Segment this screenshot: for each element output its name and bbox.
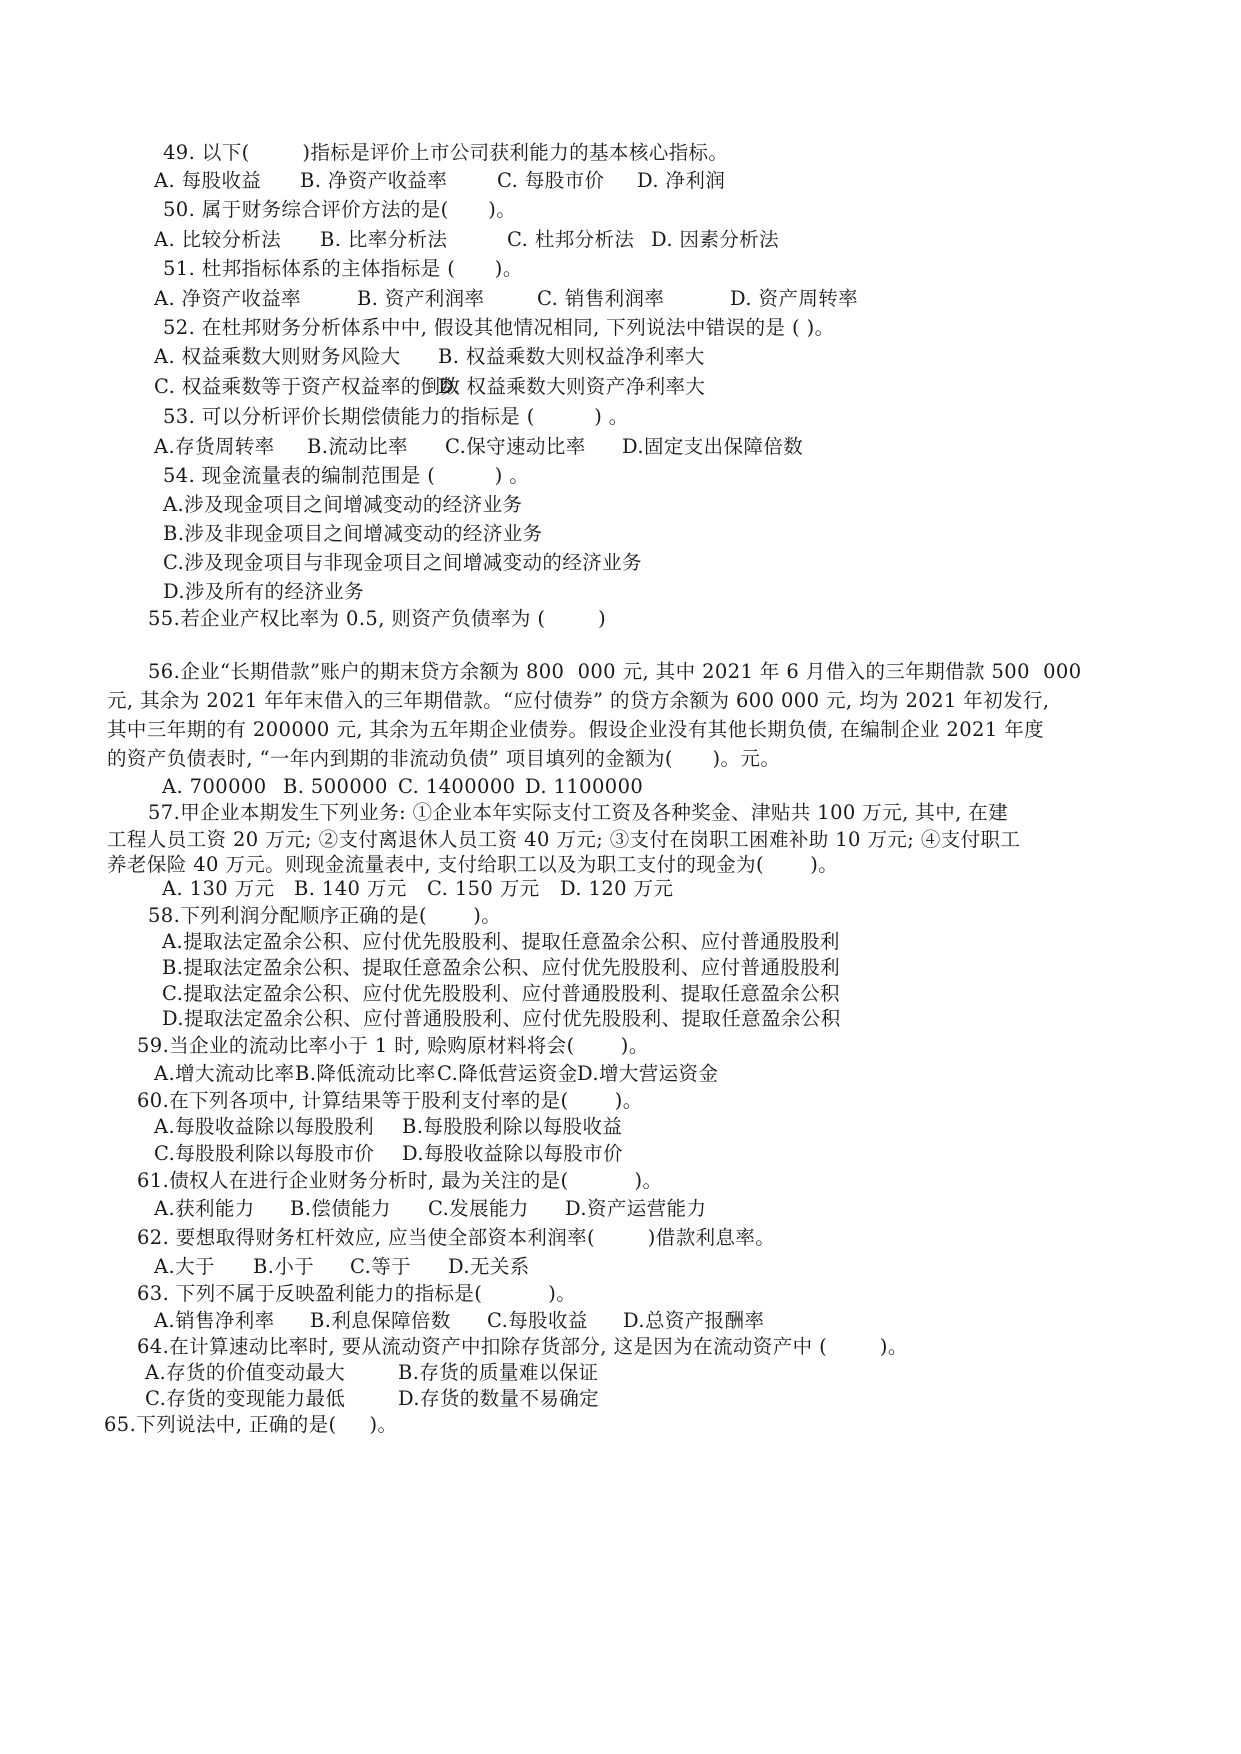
question-63-option-b: B.利息保障倍数 (310, 1309, 451, 1332)
question-60-option-b: B.每股股利除以每股收益 (402, 1115, 623, 1138)
question-51-option-d: D. 资产周转率 (730, 287, 859, 310)
question-62-option-a: A.大于 (154, 1255, 215, 1278)
question-50-stem: 50. 属于财务综合评价方法的是( )。 (163, 198, 517, 221)
question-53-option-c: C.保守速动比率 (445, 435, 586, 458)
question-63-option-d: D.总资产报酬率 (623, 1309, 765, 1332)
question-50-option-a: A. 比较分析法 (154, 228, 282, 251)
question-64-option-c: C.存货的变现能力最低 (145, 1387, 346, 1410)
question-53-option-a: A.存货周转率 (154, 435, 275, 458)
question-61-stem: 61.债权人在进行企业财务分析时, 最为关注的是( )。 (137, 1169, 663, 1192)
question-49-option-b: B. 净资产收益率 (300, 169, 448, 192)
question-52-stem: 52. 在杜邦财务分析体系中中, 假设其他情况相同, 下列说法中错误的是 ( )。 (163, 316, 835, 339)
question-59-stem: 59.当企业的流动比率小于 1 时, 赊购原材料将会( )。 (137, 1034, 649, 1057)
question-57-line-2: 工程人员工资 20 万元; ②支付离退休人员工资 40 万元; ③支付在岗职工困难补助 10 万元; ④支付职工 (107, 828, 1021, 851)
question-61-option-a: A.获利能力 (154, 1197, 255, 1220)
question-51-stem: 51. 杜邦指标体系的主体指标是 ( )。 (163, 257, 523, 280)
question-49-option-d: D. 净利润 (637, 169, 726, 192)
question-52-option-d: D. 权益乘数大则资产净利率大 (438, 375, 706, 398)
question-60-stem: 60.在下列各项中, 计算结果等于股利支付率的是( )。 (137, 1089, 643, 1112)
question-54-option-b: B.涉及非现金项目之间增减变动的经济业务 (163, 522, 543, 545)
question-52-option-c: C. 权益乘数等于资产权益率的倒数 (154, 375, 461, 398)
question-57-option-b: B. 140 万元 (294, 877, 407, 900)
question-57-option-a: A. 130 万元 (162, 877, 275, 900)
question-54-stem: 54. 现金流量表的编制范围是 ( ) 。 (163, 464, 530, 487)
question-53-stem: 53. 可以分析评价长期偿债能力的指标是 ( ) 。 (163, 405, 629, 428)
question-49-stem: 49. 以下( )指标是评价上市公司获利能力的基本核心指标。 (163, 141, 729, 164)
question-55-stem: 55.若企业产权比率为 0.5, 则资产负债率为 ( ) (148, 607, 607, 630)
question-63-option-a: A.销售净利率 (154, 1309, 275, 1332)
question-61-option-b: B.偿债能力 (290, 1197, 391, 1220)
question-60-option-c: C.每股股利除以每股市价 (154, 1142, 375, 1165)
question-59-option-c: C.降低营运资金 (437, 1062, 578, 1085)
question-57-option-c: C. 150 万元 (427, 877, 540, 900)
question-56-option-a: A. 700000 (162, 775, 267, 798)
question-51-option-c: C. 销售利润率 (537, 287, 665, 310)
question-59-option-d: D.增大营运资金 (577, 1062, 719, 1085)
question-49-option-a: A. 每股收益 (154, 169, 262, 192)
question-50-option-b: B. 比率分析法 (320, 228, 448, 251)
question-65-stem: 65.下列说法中, 正确的是( )。 (104, 1413, 398, 1436)
question-52-option-a: A. 权益乘数大则财务风险大 (154, 345, 401, 368)
question-51-option-a: A. 净资产收益率 (154, 287, 302, 310)
question-57-line-1: 57.甲企业本期发生下列业务: ①企业本年实际支付工资及各种奖金、津贴共 100 万元, 其中, 在建 (148, 801, 1009, 824)
question-56-line-1: 56.企业“长期借款”账户的期末贷方余额为 800 000 元, 其中 2021 年 6 月借入的三年期借款 500 000 (148, 660, 1082, 683)
question-60-option-a: A.每股收益除以每股股利 (154, 1115, 375, 1138)
question-56-option-c: C. 1400000 (398, 775, 516, 798)
question-57-line-3: 养老保险 40 万元。则现金流量表中, 支付给职工以及为职工支付的现金为( )。 (107, 853, 839, 876)
question-64-option-d: D.存货的数量不易确定 (398, 1387, 600, 1410)
question-50-option-c: C. 杜邦分析法 (507, 228, 635, 251)
question-50-option-d: D. 因素分析法 (651, 228, 780, 251)
question-59-option-a: A.增大流动比率 (154, 1062, 295, 1085)
question-64-stem: 64.在计算速动比率时, 要从流动资产中扣除存货部分, 这是因为在流动资产中 ( )。 (137, 1335, 908, 1358)
question-59-option-b: B.降低流动比率 (295, 1062, 436, 1085)
question-56-line-4: 的资产负债表时, “一年内到期的非流动负债” 项目填列的金额为( )。元。 (107, 747, 781, 770)
question-63-option-c: C.每股收益 (487, 1309, 588, 1332)
question-64-option-b: B.存货的质量难以保证 (398, 1361, 599, 1384)
question-56-option-b: B. 500000 (283, 775, 388, 798)
question-53-option-d: D.固定支出保障倍数 (622, 435, 804, 458)
question-58-option-a: A.提取法定盈余公积、应付优先股股利、提取任意盈余公积、应付普通股股利 (162, 930, 840, 953)
question-61-option-d: D.资产运营能力 (565, 1197, 707, 1220)
question-64-option-a: A.存货的价值变动最大 (145, 1361, 346, 1384)
question-58-stem: 58.下列利润分配顺序正确的是( )。 (148, 904, 502, 927)
question-49-option-c: C. 每股市价 (497, 169, 605, 192)
question-52-option-b: B. 权益乘数大则权益净利率大 (438, 345, 705, 368)
question-57-option-d: D. 120 万元 (560, 877, 674, 900)
question-63-stem: 63. 下列不属于反映盈利能力的指标是( )。 (137, 1282, 577, 1305)
question-62-option-d: D.无关系 (448, 1255, 530, 1278)
question-62-option-b: B.小于 (253, 1255, 315, 1278)
question-62-option-c: C.等于 (350, 1255, 412, 1278)
question-53-option-b: B.流动比率 (307, 435, 408, 458)
question-56-line-2: 元, 其余为 2021 年年末借入的三年期借款。“应付债券” 的贷方余额为 600 000 元, 均为 2021 年初发行, (107, 689, 1050, 712)
question-54-option-c: C.涉及现金项目与非现金项目之间增减变动的经济业务 (163, 551, 642, 574)
question-54-option-a: A.涉及现金项目之间增减变动的经济业务 (163, 493, 523, 516)
question-60-option-d: D.每股收益除以每股市价 (402, 1142, 623, 1165)
question-58-option-d: D.提取法定盈余公积、应付普通股股利、应付优先股股利、提取任意盈余公积 (162, 1007, 841, 1030)
question-54-option-d: D.涉及所有的经济业务 (163, 580, 365, 603)
question-56-option-d: D. 1100000 (525, 775, 644, 798)
question-56-line-3: 其中三年期的有 200000 元, 其余为五年期企业债券。假设企业没有其他长期负债, 在编制企业 2021 年度 (107, 718, 1045, 741)
question-58-option-b: B.提取法定盈余公积、提取任意盈余公积、应付优先股股利、应付普通股股利 (162, 956, 841, 979)
question-58-option-c: C.提取法定盈余公积、应付优先股股利、应付普通股股利、提取任意盈余公积 (162, 982, 840, 1005)
question-51-option-b: B. 资产利润率 (357, 287, 485, 310)
question-61-option-c: C.发展能力 (428, 1197, 529, 1220)
question-62-stem: 62. 要想取得财务杠杆效应, 应当使全部资本利润率( )借款利息率。 (137, 1226, 776, 1249)
